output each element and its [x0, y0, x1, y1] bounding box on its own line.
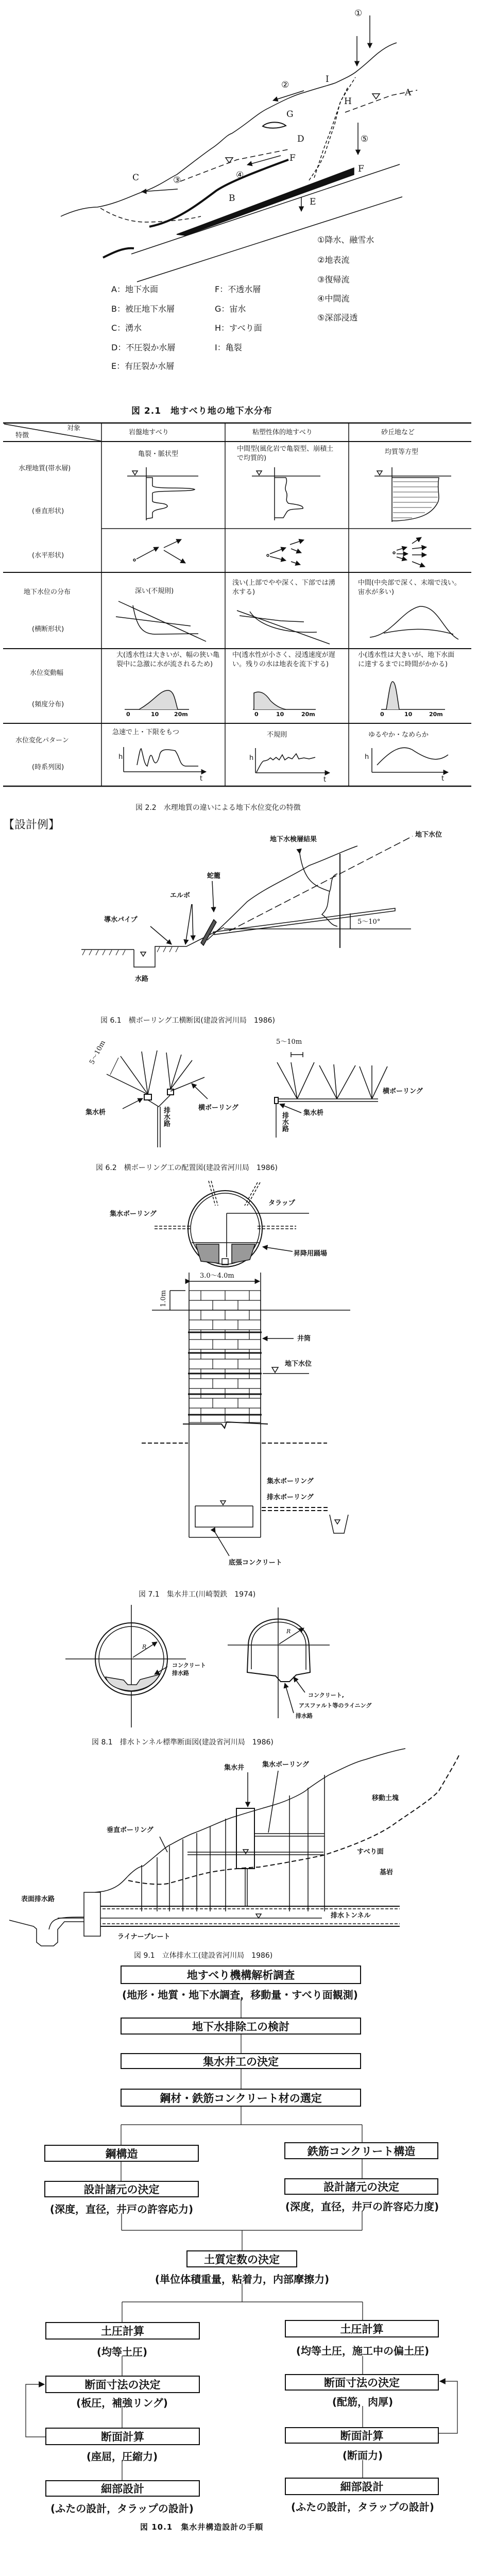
- flow-note: (板圧，補強リング): [76, 2397, 168, 2409]
- legend-item: I：亀裂: [215, 343, 242, 352]
- legend-item: ⑤深部浸透: [317, 313, 358, 323]
- marker-F: F: [358, 164, 364, 174]
- table-cross-sections: [116, 601, 458, 644]
- label-drain: 排水路: [162, 1107, 170, 1127]
- freq-tick: 0: [254, 711, 259, 718]
- label-slip-surface: すべり面: [357, 1848, 384, 1856]
- label-spacing: 5～10m: [88, 1039, 107, 1066]
- label-drain: 排水路: [172, 1670, 189, 1676]
- table-time-series: [124, 747, 448, 773]
- label-base-concrete: 底張コンクリート: [229, 1559, 282, 1567]
- label-moving-mass: 移動土塊: [372, 1794, 399, 1802]
- flow-note: (単位体積重量，粘着力，内部摩擦力): [155, 2273, 330, 2285]
- row-label: 水理地質(帯水層): [19, 465, 71, 472]
- label-radius: R: [286, 1628, 291, 1635]
- label-angle: 5～10°: [357, 918, 381, 926]
- water-level-distribution: 中間(中央部で深く、末端で浅い。宙水が多い): [358, 579, 461, 596]
- fig7-1-caption: 図 7.1 集水井工(川崎製鉄 1974): [139, 1590, 256, 1599]
- freq-tick: 0: [380, 711, 384, 718]
- label-drain-boring: 排水ボーリング: [267, 1494, 314, 1501]
- flow-step-drainage-study: 地下水排除工の検討: [121, 2018, 361, 2035]
- label-collecting-basin: 集水枡: [303, 1109, 324, 1117]
- freq-tick: 10: [151, 711, 159, 718]
- water-level-distribution: 深い(不規則): [135, 587, 174, 595]
- label-logging-result: 地下水検層結果: [270, 836, 317, 843]
- marker-interflow: ④: [236, 170, 244, 180]
- row-label: 水位変化パターン: [15, 737, 69, 744]
- flow-step-note: (地形・地質・地下水調査，移動量・すべり面観測): [122, 1989, 358, 2001]
- label-collecting-well: 集水井: [224, 1764, 245, 1772]
- legend-item: H：すべり面: [215, 323, 262, 333]
- freq-tick: 20m: [301, 711, 315, 718]
- aquifer-type: 亀裂・脈状型: [138, 450, 179, 458]
- fluctuation-range: 小(透水性は大きいが、地下水面に達するまでに時間がかかる): [358, 651, 455, 668]
- label-guide-pipe: 導水パイプ: [104, 916, 138, 924]
- flow-note: (ふたの設計，タラップの設計): [291, 2501, 434, 2513]
- flow-left-earth-pressure: 土圧計算: [45, 2322, 200, 2340]
- legend-item: ②地表流: [317, 255, 350, 265]
- marker-I: I: [326, 74, 329, 84]
- row-label: 地下水位の分布: [24, 588, 71, 596]
- legend-item: F：不透水層: [215, 284, 261, 294]
- flow-note: (配筋，肉厚): [332, 2396, 394, 2408]
- label-drain: 排水路: [281, 1112, 288, 1132]
- legend-item: C：湧水: [111, 323, 142, 333]
- brick-pattern: [189, 1291, 261, 1422]
- table-header-viscoplastic-landslide: 粘塑性体的地すべり: [252, 429, 313, 436]
- fluctuation-range: 大(透水性は大きいが、幅の狭い亀裂中に急激に水が流されるため): [116, 651, 220, 668]
- axis-h: h: [249, 754, 254, 762]
- marker-E: E: [310, 197, 316, 207]
- flow-right-rc-structure: 鉄筋コンクリート構造: [284, 2142, 438, 2159]
- flow-right-section-calc: 断面計算: [285, 2427, 439, 2444]
- label-landing: 昇降用踊場: [294, 1250, 328, 1258]
- flow-note: (ふたの設計，タラップの設計): [50, 2502, 194, 2515]
- marker-A: A: [405, 88, 412, 98]
- label-channel: 水路: [135, 975, 149, 983]
- freq-tick: 10: [276, 711, 284, 718]
- flow-note: (座屈，圧縮力): [86, 2450, 158, 2463]
- freq-tick: 0: [126, 711, 130, 718]
- flow-left-section-size: 断面寸法の決定: [45, 2376, 200, 2393]
- aquifer-type: 均質等方型: [385, 448, 419, 456]
- table-corner-feature: 特徴: [15, 432, 29, 439]
- table-header-sand-dune: 砂丘地など: [381, 429, 415, 436]
- label-collecting-boring: 集水ボーリング: [262, 1761, 309, 1769]
- label-drain-tunnel: 排水トンネル: [331, 1912, 371, 1920]
- row-label: (頻度分布): [32, 701, 64, 708]
- label-gabion: 蛇籠: [207, 872, 221, 880]
- flow-note: (断面力): [342, 2449, 383, 2462]
- label-elbow: エルボ: [170, 892, 191, 900]
- freq-tick: 10: [404, 711, 413, 718]
- legend-item: D：不圧裂か水層: [111, 343, 176, 352]
- axis-h: h: [118, 753, 123, 761]
- label-ladder: タラップ: [268, 1199, 295, 1207]
- legend-item: G：宙水: [215, 304, 246, 314]
- flow-step-material-selection: 鋼材・鉄筋コンクリート材の選定: [121, 2089, 361, 2107]
- marker-F: F: [289, 153, 296, 163]
- fig10-1-caption: 図 10.1 集水井構造設計の手順: [140, 2522, 264, 2532]
- label-casing: 井筒: [297, 1335, 311, 1343]
- flow-note: (均等土圧，施工中の偏土圧): [296, 2345, 430, 2357]
- marker-return-flow: ③: [173, 175, 181, 185]
- flow-left-spec: 設計諸元の決定: [44, 2181, 199, 2197]
- fluctuation-range: 中(透水性が小さく、浸透速度が遅い。残りの水は地表を流下する): [232, 651, 335, 668]
- label-collecting-boring: 集水ボーリング: [267, 1478, 314, 1485]
- pattern-description: 急速で上・下限をもつ: [112, 728, 180, 736]
- label-diameter: 3.0～4.0m: [200, 1272, 234, 1280]
- label-drain: 排水路: [296, 1713, 313, 1719]
- fig2-1-caption: 図 2.1 地すべり地の地下水分布: [131, 406, 272, 416]
- label-liner-plate: ライナープレート: [117, 1933, 170, 1941]
- axis-t: t: [441, 775, 445, 783]
- legend-item: B：被圧地下水層: [111, 304, 175, 314]
- fig6-2-caption: 図 6.2 横ボーリング工の配置図(建設省河川局 1986): [96, 1164, 278, 1172]
- label-bedrock: 基岩: [380, 1869, 394, 1876]
- flow-note: (均等土圧): [96, 2346, 148, 2358]
- freq-tick: 20m: [174, 711, 188, 718]
- flow-left-detail-design: 細部設計: [45, 2480, 200, 2497]
- fig6-1-caption: 図 6.1 横ボーリング工横断図(建設省河川局 1986): [100, 1016, 275, 1025]
- marker-B: B: [229, 193, 235, 204]
- legend-item: ④中間流: [317, 294, 350, 303]
- legend-item: A：地下水面: [111, 284, 158, 294]
- flow-right-spec: 設計諸元の決定: [284, 2178, 438, 2195]
- flow-left-section-calc: 断面計算: [45, 2428, 200, 2445]
- legend-item: ①降水、融雪水: [317, 235, 374, 245]
- label-collecting-boring: 集水ボーリング: [110, 1210, 157, 1218]
- table-corner-target: 対象: [67, 425, 81, 432]
- section-heading-design-example: 【設計例】: [3, 819, 60, 832]
- legend-item: E：有圧裂か水層: [111, 361, 175, 371]
- label-groundwater-level: 地下水位: [415, 831, 442, 839]
- fig9-1-3d-drainage: [9, 1749, 459, 1946]
- water-level-distribution: 浅い(上部でやや深く、下部では湧水する): [232, 579, 335, 596]
- table-vertical-profiles: [127, 467, 451, 522]
- label-vertical-boring: 垂直ボーリング: [107, 1826, 153, 1834]
- label-horizontal-boring: 横ボーリング: [383, 1088, 423, 1095]
- label-collecting-basin: 集水枡: [86, 1109, 106, 1116]
- marker-C: C: [132, 173, 140, 183]
- label-radius: R: [142, 1643, 147, 1650]
- flow-left-steel-structure: 鋼構造: [44, 2145, 199, 2162]
- marker-G: G: [286, 109, 294, 120]
- label-lining: アスファルト等のライニング: [299, 1702, 372, 1709]
- axis-h: h: [365, 753, 369, 761]
- row-label: (水平形状): [32, 552, 64, 560]
- flow-right-earth-pressure: 土圧計算: [285, 2320, 439, 2337]
- row-label: (時系列図): [32, 764, 64, 771]
- marker-D: D: [297, 134, 304, 144]
- table-frequency-distributions: [125, 682, 445, 709]
- row-label: (横断形状): [32, 625, 64, 633]
- flow-step-well-decision: 集水井工の決定: [121, 2053, 361, 2069]
- fig8-1-caption: 図 8.1 排水トンネル標準断面図(建設省河川局 1986): [92, 1738, 274, 1747]
- marker-surface-flow: ②: [281, 80, 289, 90]
- flow-right-detail-design: 細部設計: [285, 2478, 439, 2495]
- pattern-description: 不規則: [267, 731, 287, 739]
- label-height: 1.0m: [160, 1290, 167, 1308]
- flow-note: (深度，直径，井戸の許容応力): [49, 2203, 194, 2215]
- table-header-rock-landslide: 岩盤地すべり: [129, 429, 169, 436]
- table-horizontal-arrows: [133, 537, 426, 567]
- aquifer-type: 中間型(風化岩で亀裂型、崩積土で均質的): [237, 445, 334, 462]
- flow-step-landslide-survey: 地すべり機構解析調査: [121, 1965, 361, 1984]
- fig6-1-horizontal-boring-section: [81, 836, 413, 967]
- label-surface-drain: 表面排水路: [21, 1895, 55, 1903]
- axis-t: t: [323, 776, 327, 784]
- flow-soil-constants: 土質定数の決定: [186, 2250, 297, 2267]
- label-concrete: コンクリート: [172, 1662, 206, 1669]
- marker-deep-percolation: ⑤: [361, 134, 369, 144]
- label-horizontal-boring: 横ボーリング: [198, 1104, 238, 1112]
- label-concrete: コンクリート,: [308, 1692, 344, 1699]
- row-label: 水位変動幅: [30, 669, 64, 677]
- row-label: (垂直形状): [32, 507, 64, 515]
- freq-tick: 20m: [429, 711, 443, 718]
- label-spacing: 5～10m: [276, 1038, 302, 1046]
- marker-H: H: [344, 96, 352, 107]
- marker-rainfall: ①: [354, 8, 363, 19]
- fig2-2-caption: 図 2.2 水理地質の違いによる地下水位変化の特徴: [135, 804, 301, 812]
- axis-t: t: [200, 775, 203, 783]
- pattern-description: ゆるやか・なめらか: [368, 731, 429, 739]
- fig9-1-caption: 図 9.1 立体排水工(建設省河川局 1986): [134, 1952, 273, 1960]
- flow-right-section-size: 断面寸法の決定: [285, 2374, 439, 2391]
- fig6-2-layout-diagram: [107, 1050, 387, 1147]
- flow-note: (深度，直径，井戸の許容応力度): [285, 2200, 439, 2213]
- label-groundwater-level: 地下水位: [285, 1360, 312, 1368]
- legend-item: ③復帰流: [317, 275, 350, 284]
- fig7-1-collecting-well: [142, 1181, 350, 1556]
